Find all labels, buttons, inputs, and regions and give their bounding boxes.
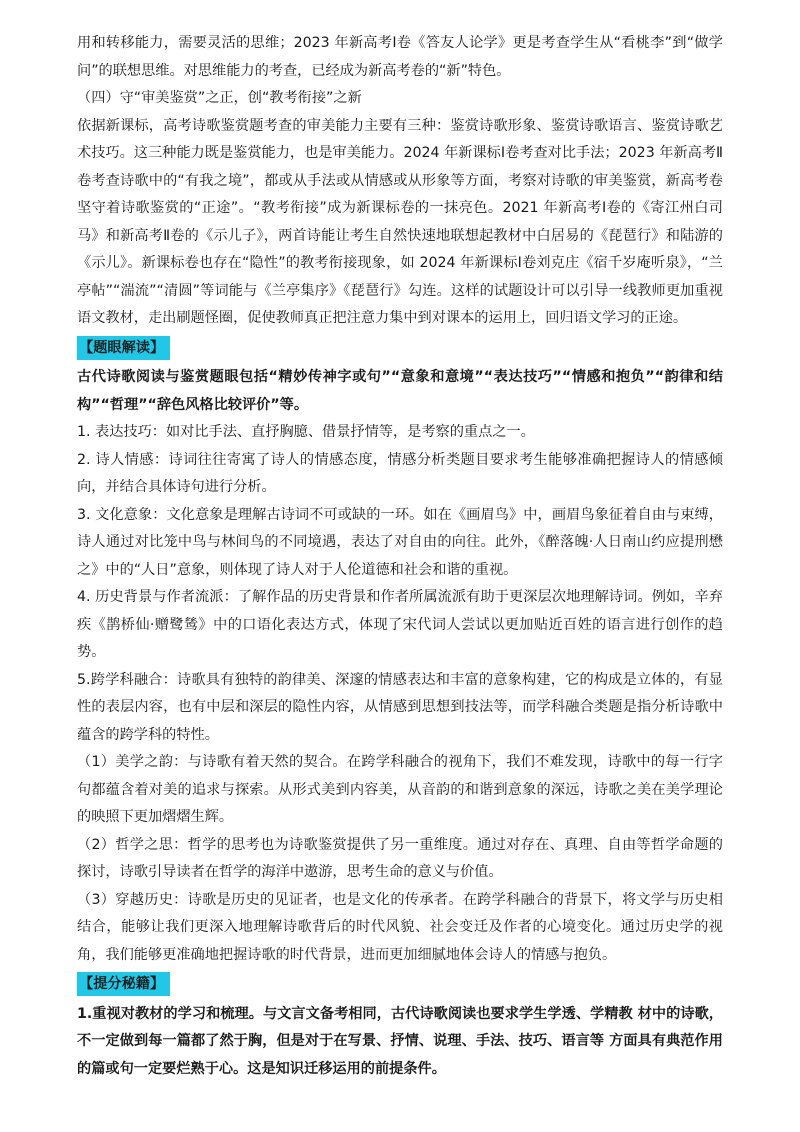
section-1-item-5: 5.跨学科融合：诗歌具有独特的韵律美、深邃的情感表达和丰富的意象构建，它的构成是立体的，有显性的表层内容，也有中层和深层的隐性内容，从情感到思想到技法等，而学科融合类题是指分析诗歌中蕴含的跨学科的特性。 bbox=[77, 671, 723, 743]
document-page bbox=[77, 30, 723, 1083]
section-2-lead: 1.重视对教材的学习和梳理。与文言文备考相同，古代诗歌阅读也要求学生学透、学精教 材中的诗歌，不一定做到每一篇都了然于胸，但是对于在写景、抒情、说理、手法、技巧、语言等 方面具有典范作用的篇或句一定要烂熟于心。这是知识迁移运用的前提条件。 bbox=[77, 1005, 723, 1077]
section-1-item-3: 3. 文化意象：文化意象是理解古诗词不可或缺的一环。如在《画眉鸟》中，画眉鸟象征着自由与束缚，诗人通过对比笼中鸟与林间鸟的不同境遇，表达了对自由的向往。此外，《醉落魄·人日南山约应提刑懋之》中的“人日”意象，则体现了诗人对于人伦道德和社会和谐的重视。 bbox=[77, 506, 723, 578]
section-1-lead: 古代诗歌阅读与鉴赏题眼包括“精妙传神字或句”“意象和意境”“表达技巧”“情感和抱负”“韵律和结构”“哲理”“辞色风格比较评价”等。 bbox=[77, 369, 723, 413]
section-1-subitem-1: （1）美学之韵：与诗歌有着天然的契合。在跨学科融合的视角下，我们不难发现，诗歌中的每一行字句都蕴含着对美的追求与探索。从形式美到内容美，从音韵的和谐到意象的深远，诗歌之美在美学理论的映照下更加熠熠生辉。 bbox=[77, 754, 723, 825]
section-1-item-4: 4. 历史背景与作者流派：了解作品的历史背景和作者所属流派有助于更深层次地理解诗词。例如，辛弃疾《鹊桥仙·赠鹭鸶》中的口语化表达方式，体现了宋代词人尝试以更加贴近百姓的语言进行创作的趋势。 bbox=[77, 589, 723, 660]
section-1-item-2: 2. 诗人情感：诗词往往寄寓了诗人的情感态度，情感分析类题目要求考生能够准确把握诗人的情感倾向，并结合具体诗句进行分析。 bbox=[77, 451, 723, 495]
intro-paragraph-2: 依据新课标，高考诗歌鉴赏题考查的审美能力主要有三种：鉴赏诗歌形象、鉴赏诗歌语言、鉴赏诗歌艺术技巧。这三种能力既是鉴赏能力，也是审美能力。2024 年新课标Ⅰ卷考查对比手法；2023 年新高考Ⅱ卷考查诗歌中的“有我之境”，都或从手法或从情感或从形象等方面，考察对诗歌的审美鉴赏，新高考卷坚守着诗歌鉴赏的“正途”。“教考衔接”成为新课标卷的一抹亮色。2021 年新高考Ⅰ卷的《寄江州白司马》和新高考Ⅱ卷的《示儿子》，两首诗能让考生自然快速地联想起教材中白居易的《琵琶行》和陆游的《示儿》。新课标卷也存在“隐性”的教考衔接现象，如 2024 年新课标Ⅰ卷刘克庄《宿千岁庵听泉》，“兰亭帖”“湍流”“清圆”等词能与《兰亭集序》《琵琶行》勾连。这样的试题设计可以引导一线教师更加重视语文教材，走出刷题怪圈，促使教师真正把注意力集中到对课本的运用上，回归语文学习的正途。 bbox=[77, 117, 723, 326]
section-1-item-1: 1. 表达技巧：如对比手法、直抒胸臆、借景抒情等，是考察的重点之一。 bbox=[77, 424, 535, 440]
section-heading-wrap-1 bbox=[77, 335, 723, 363]
section-1-subitem-3: （3）穿越历史：诗歌是历史的见证者，也是文化的传承者。在跨学科融合的背景下，将文学与历史相结合，能够让我们更深入地理解诗歌背后的时代风貌、社会变迁及作者的心境变化。通过历史学的视角，我们能够更准确地把握诗歌的时代背景，进而更加细腻地体会诗人的情感与抱负。 bbox=[77, 891, 723, 963]
intro-paragraph-1: 用和转移能力，需要灵活的思维；2023 年新高考Ⅰ卷《答友人论学》更是考查学生从“看桃李”到“做学问”的联想思维。对思维能力的考查，已经成为新高考卷的“新”特色。 bbox=[77, 35, 723, 79]
subsection-4-title: （四）守“审美鉴赏”之正，创“教考衔接”之新 bbox=[77, 90, 362, 106]
section-heading-wrap-2 bbox=[77, 971, 723, 999]
section-heading-tifen: 【提分秘籍】 bbox=[77, 972, 170, 996]
section-1-subitem-2: （2）哲学之思：哲学的思考也为诗歌鉴赏提供了另一重维度。通过对存在、真理、自由等哲学命题的探讨，诗歌引导读者在哲学的海洋中遨游，思考生命的意义与价值。 bbox=[77, 836, 723, 880]
section-heading-tiyan: 【题眼解读】 bbox=[77, 336, 170, 360]
